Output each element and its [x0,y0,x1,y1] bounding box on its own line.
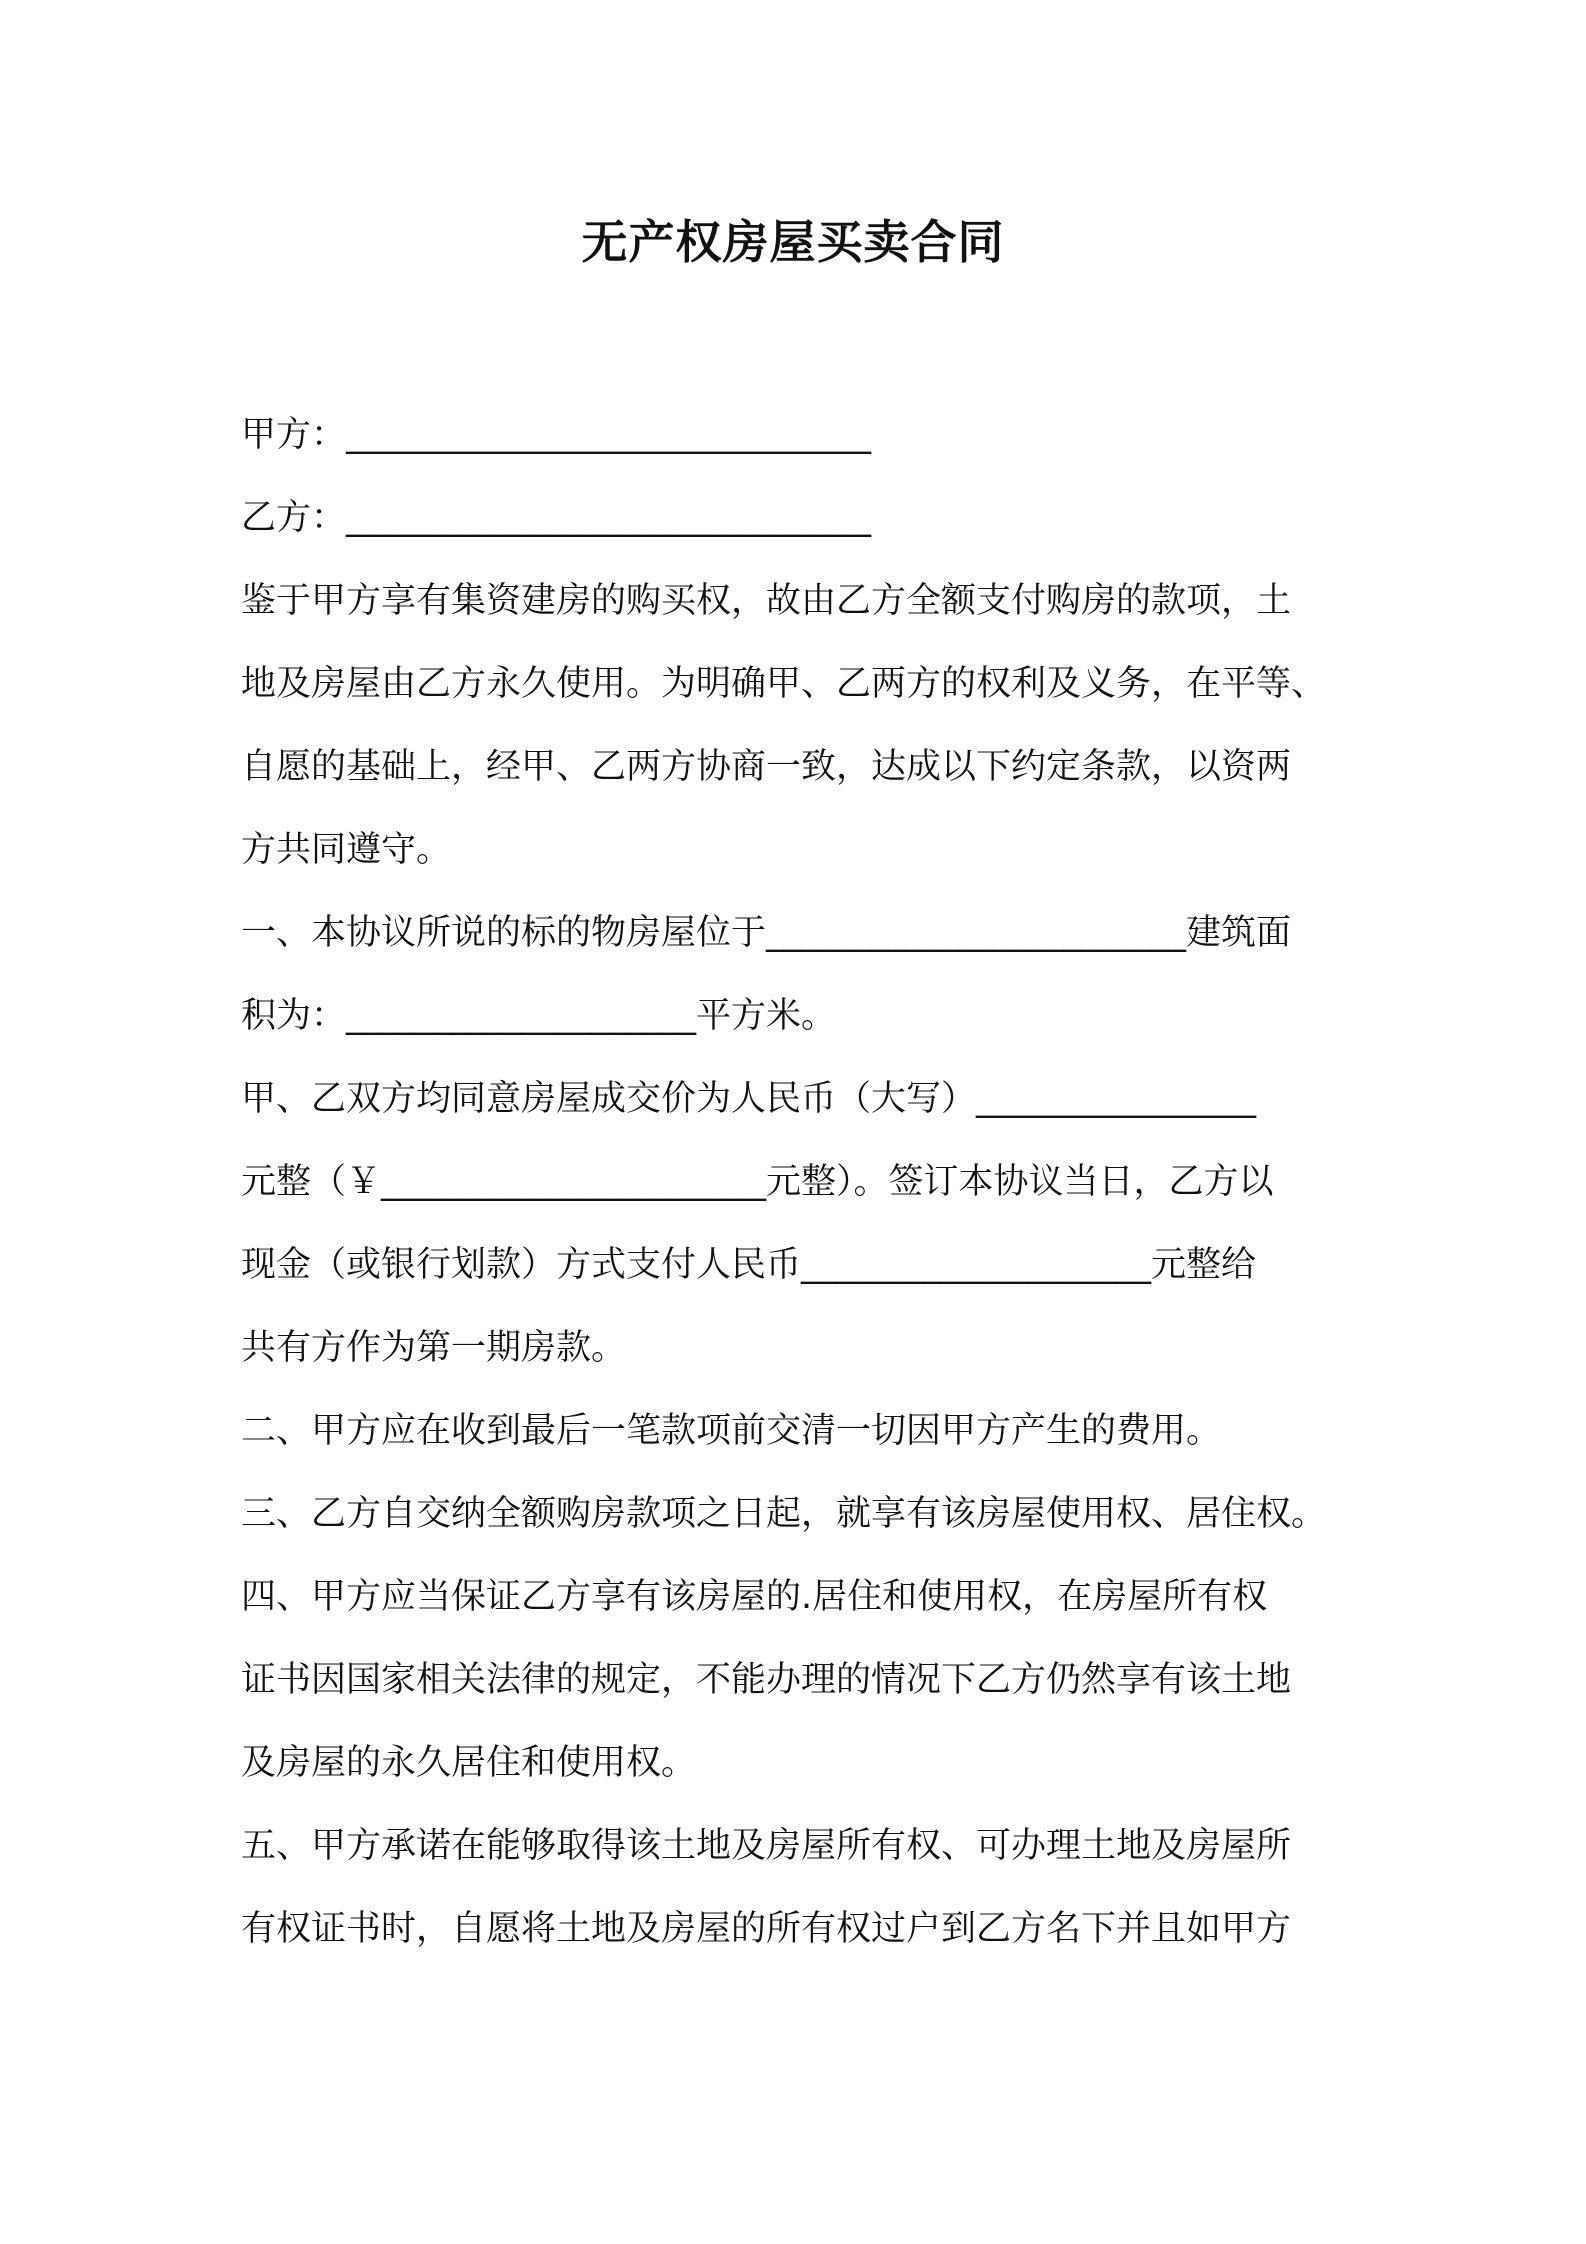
clause-1-line: 积为：____________________平方米。 [241,996,837,1036]
party-a-line: 甲方：______________________________ [241,415,872,455]
clause-3-line: 三、乙方自交纳全额购房款项之日起，就享有该房屋使用权、居住权。 [241,1494,1327,1534]
preamble-line: 地及房屋由乙方永久使用。为明确甲、乙两方的权利及义务，在平等、 [241,664,1327,704]
preamble-line: 方共同遵守。 [241,830,452,870]
clause-2-line: 二、甲方应在收到最后一笔款项前交清一切因甲方产生的费用。 [241,1411,1222,1451]
clause-5-line: 有权证书时，自愿将土地及房屋的所有权过户到乙方名下并且如甲方 [241,1909,1292,1949]
price-line: 元整（￥______________________元整）。签订本协议当日，乙方以 [241,1162,1274,1202]
clause-4-line: 及房屋的永久居住和使用权。 [241,1743,697,1783]
preamble-line: 鉴于甲方享有集资建房的购买权，故由乙方全额支付购房的款项，土 [241,581,1292,621]
clause-4-line: 证书因国家相关法律的规定，不能办理的情况下乙方仍然享有该土地 [241,1660,1292,1700]
document-title: 无产权房屋买卖合同 [581,215,1005,269]
contract-body [241,405,1357,1982]
preamble-line: 自愿的基础上，经甲、乙两方协商一致，达成以下约定条款，以资两 [241,747,1292,787]
clause-5-line: 五、甲方承诺在能够取得该土地及房屋所有权、可办理土地及房屋所 [241,1826,1292,1866]
party-b-line: 乙方：______________________________ [241,498,872,538]
price-line: 现金（或银行划款）方式支付人民币____________________元整给 [241,1245,1257,1285]
price-line: 甲、乙双方均同意房屋成交价为人民币（大写）________________ [241,1079,1257,1119]
price-line: 共有方作为第一期房款。 [241,1328,627,1368]
clause-4-line: 四、甲方应当保证乙方享有该房屋的.居住和使用权，在房屋所有权 [241,1577,1268,1617]
clause-1-line: 一、本协议所说的标的物房屋位于________________________建筑面 [241,913,1292,953]
